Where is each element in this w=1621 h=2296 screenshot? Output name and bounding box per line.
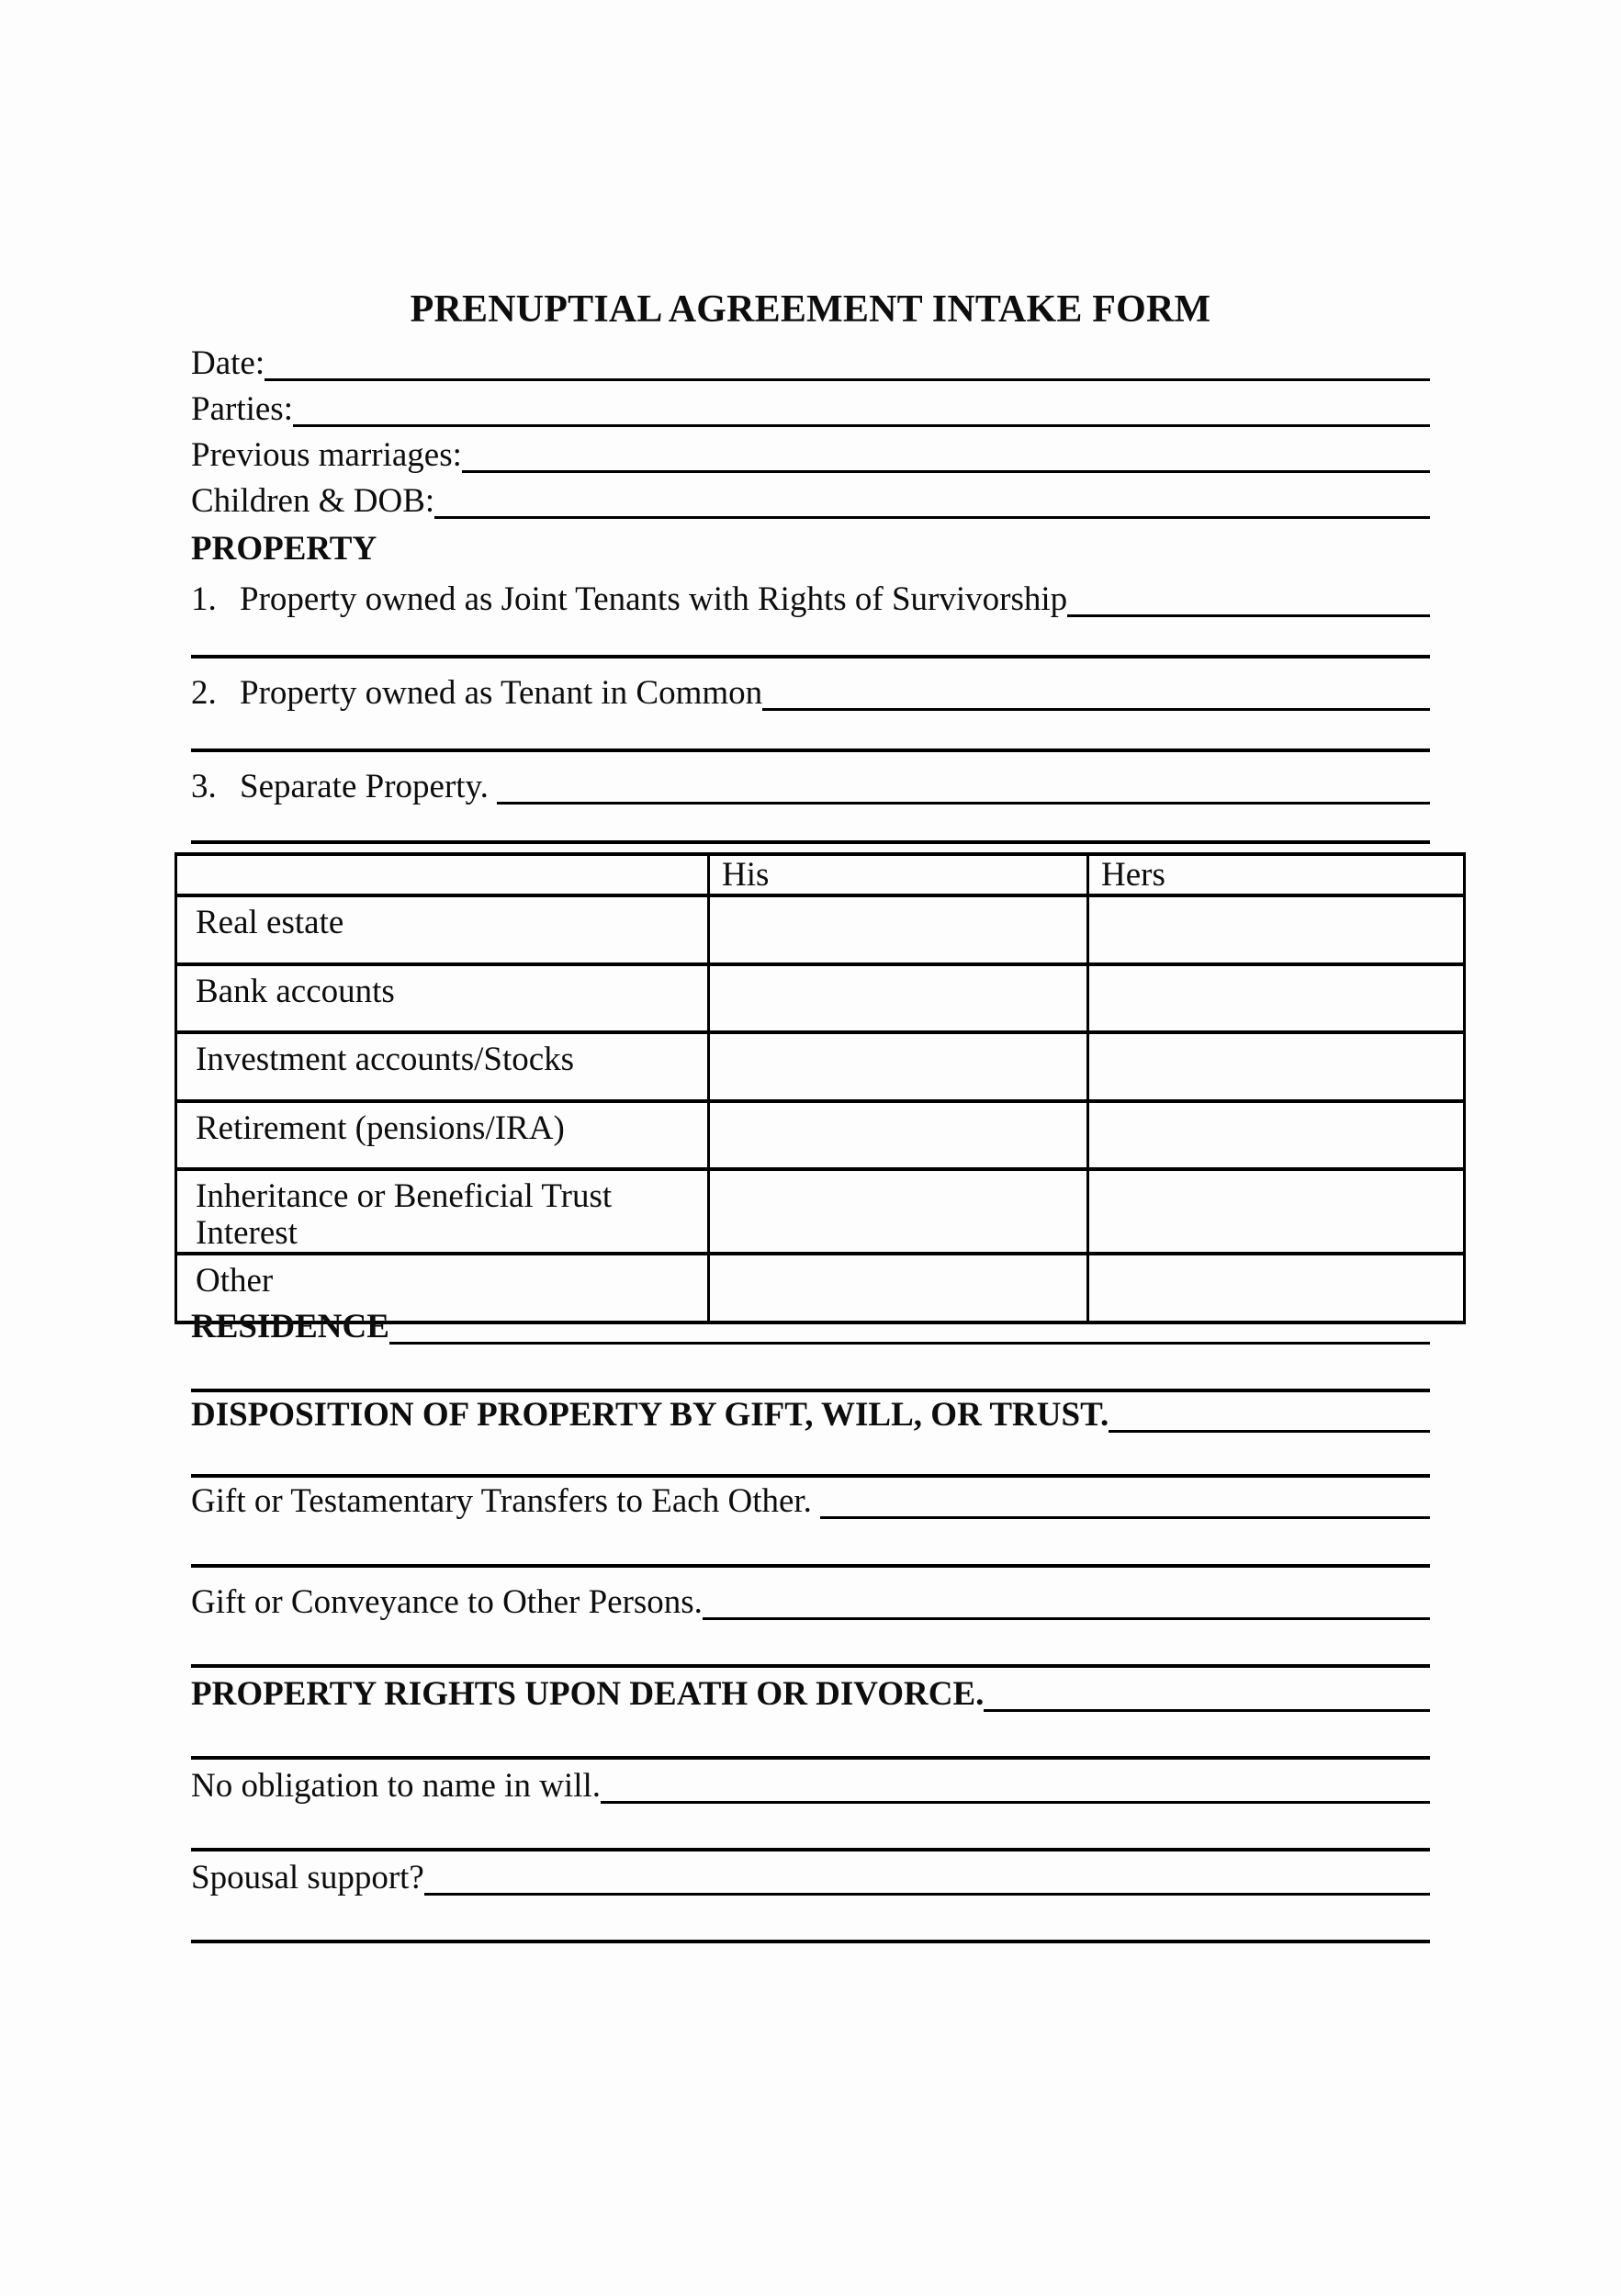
item-3-continuation-line[interactable] xyxy=(191,840,1430,844)
disposition-input-line[interactable] xyxy=(1109,1397,1430,1433)
property-item-2-row xyxy=(191,675,1430,712)
assets-header-empty-cell xyxy=(176,854,709,895)
item-2-number: 2. xyxy=(191,674,217,712)
no-obligation-continuation-line[interactable] xyxy=(191,1848,1430,1851)
property-item-3-row xyxy=(191,769,1430,805)
spousal-support-input-line[interactable] xyxy=(424,1860,1430,1896)
asset-his-value-cell[interactable] xyxy=(709,964,1088,1033)
property-rights-input-line[interactable] xyxy=(984,1676,1430,1712)
gift-testamentary-input-line[interactable] xyxy=(820,1483,1430,1519)
parties-label: Parties: xyxy=(191,390,293,428)
asset-hers-value-cell[interactable] xyxy=(1088,1101,1465,1170)
no-obligation-label: No obligation to name in will. xyxy=(191,1767,602,1805)
asset-label: Real estate xyxy=(176,895,709,964)
no-obligation-section-row xyxy=(191,1768,1430,1805)
item-1-number: 1. xyxy=(191,580,217,618)
property-rights-continuation-line[interactable] xyxy=(191,1756,1430,1760)
spousal-support-section-row xyxy=(191,1860,1430,1896)
date-input-line[interactable] xyxy=(265,345,1430,381)
table-row-investment-accounts xyxy=(176,1032,1465,1101)
table-row-real-estate xyxy=(176,895,1465,964)
disposition-continuation-line[interactable] xyxy=(191,1474,1430,1478)
asset-label: Retirement (pensions/IRA) xyxy=(176,1101,709,1170)
residence-section-row xyxy=(191,1309,1430,1345)
spousal-support-label: Spousal support? xyxy=(191,1859,424,1896)
property-section-heading: PROPERTY xyxy=(191,530,377,568)
table-row-retirement xyxy=(176,1101,1465,1170)
date-field-row xyxy=(191,345,1430,382)
spousal-support-continuation-line[interactable] xyxy=(191,1940,1430,1943)
gift-conveyance-input-line[interactable] xyxy=(703,1584,1430,1620)
gift-testamentary-section-row xyxy=(191,1483,1430,1520)
children-dob-label: Children & DOB: xyxy=(191,482,435,520)
residence-label: RESIDENCE xyxy=(191,1308,389,1345)
previous-marriages-label: Previous marriages: xyxy=(191,436,462,474)
item-3-input-line[interactable] xyxy=(497,769,1430,805)
asset-his-value-cell[interactable] xyxy=(709,1032,1088,1101)
gift-conveyance-label: Gift or Conveyance to Other Persons. xyxy=(191,1583,703,1621)
disposition-label: DISPOSITION OF PROPERTY BY GIFT, WILL, OR TRUST. xyxy=(191,1396,1109,1434)
no-obligation-input-line[interactable] xyxy=(601,1768,1430,1804)
asset-hers-value-cell[interactable] xyxy=(1088,1169,1465,1254)
children-dob-field-row xyxy=(191,483,1430,520)
item-2-label: Property owned as Tenant in Common xyxy=(240,674,763,712)
assets-table xyxy=(174,852,1466,1324)
asset-hers-value-cell[interactable] xyxy=(1088,1032,1465,1101)
parties-input-line[interactable] xyxy=(293,391,1430,427)
gift-conveyance-continuation-line[interactable] xyxy=(191,1664,1430,1668)
asset-hers-value-cell[interactable] xyxy=(1088,964,1465,1033)
asset-label: Other xyxy=(176,1254,709,1322)
item-1-input-line[interactable] xyxy=(1067,581,1430,617)
assets-header-his-cell: His xyxy=(709,854,1088,895)
table-row-bank-accounts xyxy=(176,964,1465,1033)
table-row-inheritance xyxy=(176,1169,1465,1254)
property-rights-label: PROPERTY RIGHTS UPON DEATH OR DIVORCE. xyxy=(191,1675,985,1713)
item-1-label: Property owned as Joint Tenants with Rights of Survivorship xyxy=(240,580,1068,618)
parties-field-row xyxy=(191,391,1430,428)
assets-table-header-row xyxy=(176,854,1465,895)
gift-conveyance-section-row xyxy=(191,1584,1430,1621)
residence-input-line[interactable] xyxy=(389,1309,1430,1345)
residence-continuation-line[interactable] xyxy=(191,1389,1430,1392)
asset-label: Inheritance or Beneficial Trust Interest xyxy=(176,1169,709,1254)
asset-label: Bank accounts xyxy=(176,964,709,1033)
gift-testamentary-label: Gift or Testamentary Transfers to Each Other. xyxy=(191,1482,821,1520)
previous-marriages-input-line[interactable] xyxy=(462,437,1430,473)
item-2-input-line[interactable] xyxy=(762,675,1430,711)
previous-marriages-field-row xyxy=(191,437,1430,474)
gift-testamentary-continuation-line[interactable] xyxy=(191,1564,1430,1568)
asset-label: Investment accounts/Stocks xyxy=(176,1032,709,1101)
date-label: Date: xyxy=(191,344,265,382)
property-item-1-row xyxy=(191,581,1430,618)
item-2-continuation-line[interactable] xyxy=(191,748,1430,752)
form-title: PRENUPTIAL AGREEMENT INTAKE FORM xyxy=(410,288,1211,331)
item-3-label: Separate Property. xyxy=(240,768,498,805)
property-rights-section-row xyxy=(191,1676,1430,1713)
asset-his-value-cell[interactable] xyxy=(709,1101,1088,1170)
asset-his-value-cell[interactable] xyxy=(709,895,1088,964)
asset-his-value-cell[interactable] xyxy=(709,1169,1088,1254)
item-1-continuation-line[interactable] xyxy=(191,655,1430,658)
disposition-section-row xyxy=(191,1397,1430,1434)
item-3-number: 3. xyxy=(191,768,217,805)
asset-hers-value-cell[interactable] xyxy=(1088,895,1465,964)
children-dob-input-line[interactable] xyxy=(434,483,1430,519)
assets-header-hers-cell: Hers xyxy=(1088,854,1465,895)
